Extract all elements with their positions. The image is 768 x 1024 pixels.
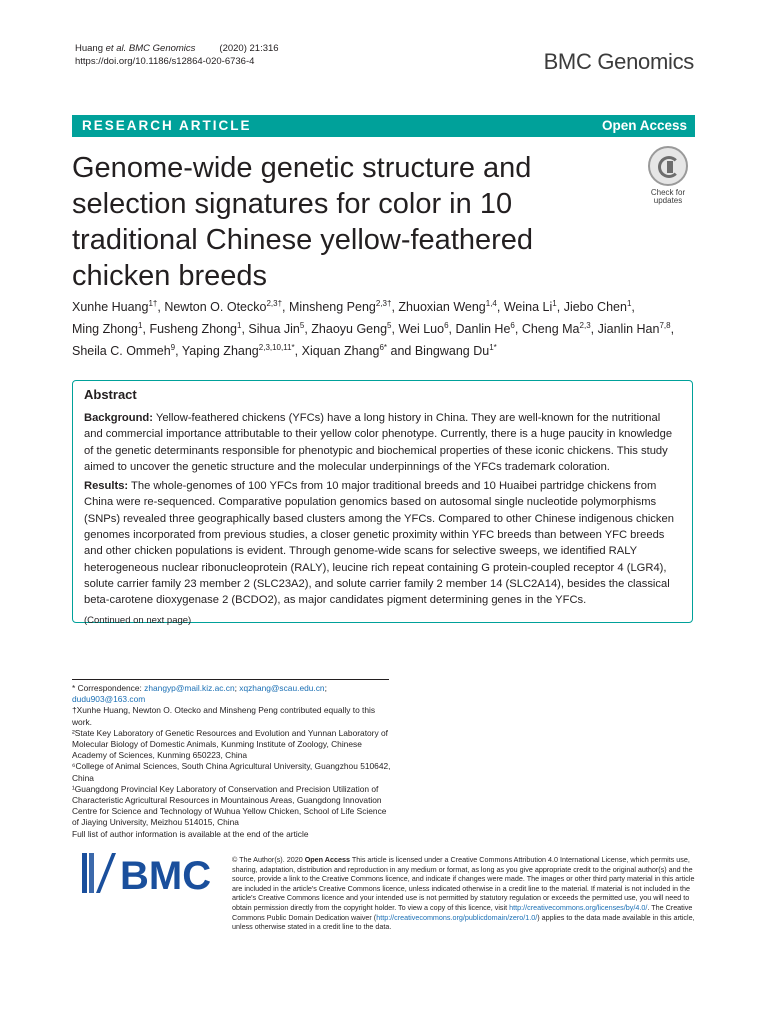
author-name: Ming Zhong$^1$ — [72, 320, 143, 336]
citation-year-volume: (2020) 21:316 — [219, 43, 279, 54]
author-name: Fusheng Zhong$^1$ — [149, 320, 242, 336]
author-name: Jiebo Chen$^1$ — [563, 298, 632, 314]
title-line: chicken breeds — [72, 260, 268, 292]
abstract-box — [72, 380, 693, 626]
correspondence: * Correspondence: zhangyp@mail.kiz.ac.cn; xqzhang@scau.edu.cn; dudu903@163.com — [72, 683, 327, 705]
title-line: selection signatures for color in 10 — [72, 188, 513, 220]
author-name: Sihua Jin$^5$ — [248, 320, 305, 336]
author-name: Xunhe Huang$^{1\dagger}$ — [72, 298, 158, 314]
article-type-label: RESEARCH ARTICLE — [82, 118, 252, 133]
email-link[interactable]: xqzhang@scau.edu.cn — [239, 683, 325, 693]
bmc-logo — [82, 851, 222, 895]
author-name: Bingwang $Du^{1*}$ — [414, 342, 497, 358]
abstract-heading: Abstract — [84, 387, 137, 402]
affiliation: ²State Key Laboratory of Genetic Resources and Evolution and Yunnan Laboratory of Molecular Biology of Domestic Animals, Kunming Institute of Zoology, Chinese Academy of Sciences, Kunming 650223, China — [72, 727, 388, 761]
continued-note: (Continued on next page) — [84, 614, 192, 626]
footnote-divider — [72, 679, 389, 680]
abstract-results: Results: The whole-genomes of 100 YFCs from 10 major traditional breeds and 10 Huaibei partridge chickens from China were re-sequenced. Comparative population genomics based on autosomal single nucleotide polymorphisms (SNPs) revealed three geographically based clusters among the YFCs. Compared to other Chinese indigenous chicken genomes incorporated from previous studies, a closer genetic proximity within YFC breeds than between YFC breeds and other chicken populations is evident. Through genome-wide scans for selective sweeps, we identified RALY heterogeneous nuclear ribonucleoprotein (RALY), leucine rich repeat containing G protein-coupled receptor 4 (LGR4), solute carrier family 23 member 2 (SLC23A2), and solute carrier family 2 member 14 (SLC2A14), besides the classical beta-carotene dioxygenase 2 (BCDO2), as major candidates pigment determining genes in the YFCs. — [84, 480, 674, 607]
author-name: Weina Li$^1$ — [503, 298, 557, 314]
article-title — [72, 150, 592, 294]
open-access-label: Open Access — [601, 118, 687, 133]
title-line: Genome-wide genetic structure and — [72, 152, 532, 184]
author-name: Zhuoxian Weng$^{1,4}$ — [398, 298, 497, 314]
author-name: Danlin He$^6$ — [455, 320, 515, 336]
author-name: Sheila C. Ommeh$^9$ — [72, 342, 176, 358]
email-link[interactable]: zhangyp@mail.kiz.ac.cn — [144, 683, 235, 693]
citation-authors: Huang et al. BMC Genomics — [75, 43, 196, 54]
author-name: Cheng Ma$^{2,3}$ — [521, 320, 591, 336]
title-line: traditional Chinese yellow-feathered — [72, 224, 534, 256]
bmc-logo-mark — [82, 853, 116, 893]
check-for-updates-icon — [648, 146, 688, 186]
author-name: Jianlin Han$^{7,8}$ — [597, 320, 671, 336]
check-for-updates-button[interactable] — [642, 146, 694, 205]
citation-header — [75, 42, 279, 68]
full-author-info-note: Full list of author information is available at the end of the article — [72, 828, 309, 839]
journal-brand: BMC Genomics — [543, 49, 694, 74]
author-list: Xunhe Huang$^{1\dagger}$, Newton O. Otecko$^{2,3\dagger}$, Minsheng Peng$^{2,3\dagger}$, Zhuoxian Weng$^{1,4}$, Weina Li$^1$, Jiebo Chen$^1$, Ming Zhong$^1$, Fusheng Zhong$^1$, Sihua Jin$^5$, Zhaoyu Geng$^5$, Wei Luo$^6$, Danlin He$^6$, Cheng Ma$^{2,3}$, Jianlin Han$^{7,8}$, Sheila C. Ommeh$^9$, Yaping Zhang$^{2,3,10,11*}$, Xiquan Zhang$^{6*}$ and Bingwang $Du^{1*}$ — [72, 298, 675, 358]
abstract-background: Background: Yellow-feathered chickens (YFCs) have a long history in China. They are well-known for the nutritional and commercial importance attributable to their yellow color phenotype. Currently, there is a huge paucity in knowledge of the genetic determinants responsible for phenotypic and biochemical properties of these iconic chickens. This study aimed to uncover the genetic structure and the molecular underpinnings of the YFCs trademark coloration. — [84, 412, 673, 473]
license-text: © The Author(s). 2020 Open Access This article is licensed under a Creative Commons Attribution 4.0 International License, which permits use, sharing, adaptation, distribution and reproduction in any medium or format, as long as you give appropriate credit to the original author(s) and the source, provide a link to the Creative Commons licence, and indicate if changes were made. The images or other third party material in this article are included in the article's Creative Commons licence, unless indicated otherwise in a credit line to the material. If material is not included in the article's Creative Commons licence and your intended use is not permitted by statutory regulation or exceeds the permitted use, you will need to obtain permission directly from the copyright holder. To view a copy of this licence, visit http://creativecommons.org/licenses/by/4.0/. The Creative Commons Public Domain Dedication waiver (http://creativecommons.org/publicdomain/zero/1.0/) applies to the data made available in this article, unless otherwise stated in a credit line to the data. — [232, 855, 695, 932]
doi-link[interactable]: https://doi.org/10.1186/s12864-020-6736-4 — [75, 56, 255, 67]
affiliation: ¹Guangdong Provincial Key Laboratory of Conservation and Precision Utilization of Characteristic Agricultural Resources in Mountainous Areas, Guangdong Innovation Centre for Science and Technology of Wuhua Yellow Chicken, School of Life Science of Jiaying University, Meizhou 514015, China — [72, 783, 387, 828]
bmc-logo-text: BMC — [120, 854, 212, 895]
footnotes — [72, 683, 392, 840]
author-name: Yaping Zhang$^{2,3,10,11*}$ — [181, 342, 295, 358]
author-name: Newton O. Otecko$^{2,3\dagger}$ — [164, 298, 283, 314]
cc0-link[interactable]: http://creativecommons.org/publicdomain/zero/1.0/ — [376, 912, 538, 922]
equal-contribution-note: †Xunhe Huang, Newton O. Otecko and Minsheng Peng contributed equally to this work. — [72, 705, 376, 727]
license-link[interactable]: http://creativecommons.org/licenses/by/4.0/ — [509, 902, 648, 912]
author-name: Zhaoyu Geng$^5$ — [311, 320, 392, 336]
author-name: Wei Luo$^6$ — [398, 320, 449, 336]
affiliation: ⁶College of Animal Sciences, South China Agricultural University, Guangzhou 510642, China — [72, 761, 391, 783]
author-name: Xiquan Zhang$^{6*}$ — [301, 342, 388, 358]
article-type-banner — [72, 115, 695, 137]
check-for-updates-label: Check for updates — [650, 188, 686, 205]
email-link[interactable]: dudu903@163.com — [72, 694, 146, 705]
author-name: Minsheng Peng$^{2,3\dagger}$ — [289, 298, 392, 314]
